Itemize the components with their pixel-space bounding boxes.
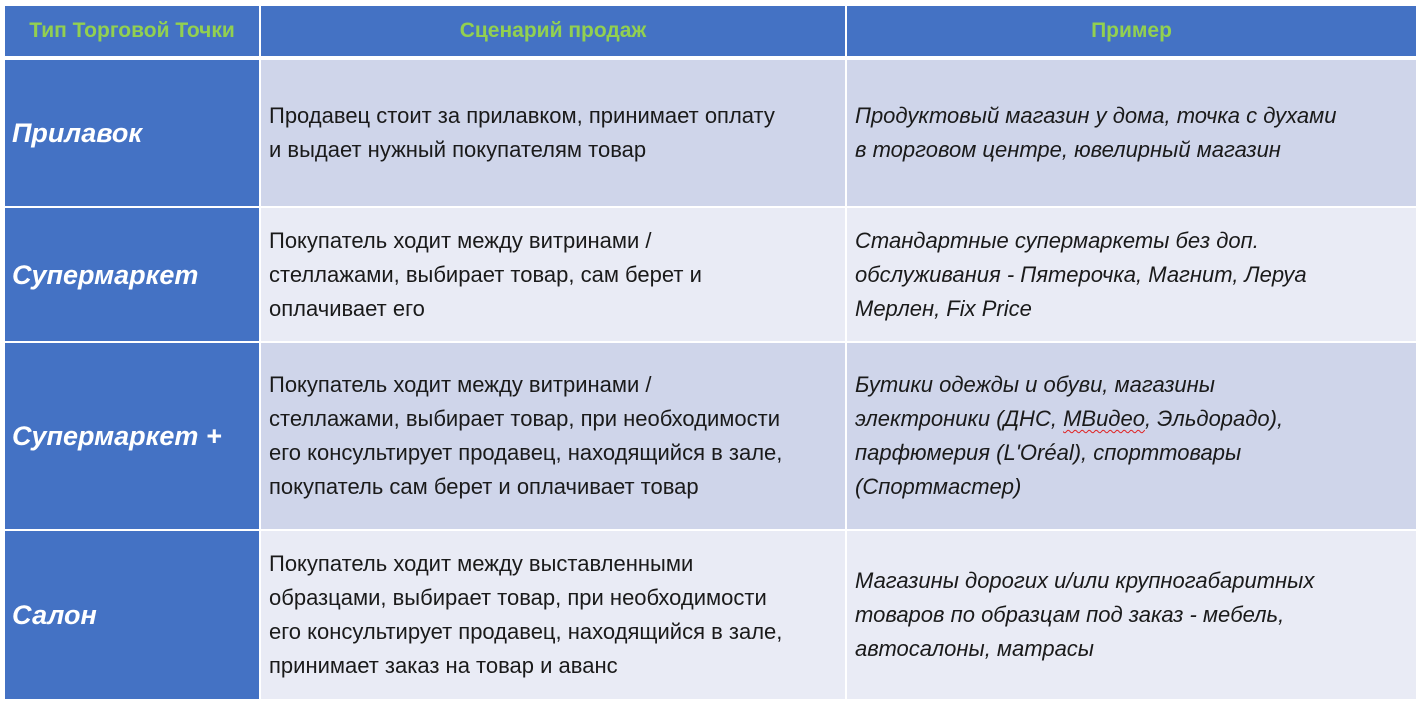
example-line: обслуживания - Пятерочка, Магнит, Леруа [855, 261, 1307, 287]
scenario-line: стеллажами, выбирает товар, сам берет и [269, 261, 702, 287]
header-scenario: Сценарий продаж [260, 5, 846, 58]
example-line: товаров по образцам под заказ - мебель, [855, 602, 1285, 627]
store-type-salon: Салон [4, 530, 260, 700]
scenario-line: Продавец стоит за прилавком, принимает оплату [269, 103, 775, 128]
scenario-line: Покупатель ходит между витринами / [269, 227, 652, 253]
table-row [4, 530, 1417, 700]
table-row [4, 58, 1417, 207]
scenario-line: покупатель сам берет и оплачивает товар [269, 474, 699, 499]
scenario-line: оплачивает его [269, 295, 425, 321]
example-cell [846, 207, 1417, 342]
scenario-line: образцами, выбирает товар, при необходимости [269, 585, 767, 610]
example-line: автосалоны, матрасы [855, 636, 1094, 661]
example-line: Магазины дорогих и/или крупногабаритных [855, 568, 1315, 593]
example-line: Стандартные супермаркеты без доп. [855, 227, 1259, 253]
table-row [4, 342, 1417, 530]
example-text: электроники (ДНС, [855, 406, 1064, 431]
example-line: (Спортмастер) [855, 474, 1022, 499]
scenario-line: Покупатель ходит между выставленными [269, 551, 694, 576]
sales-scenario-cell [260, 207, 846, 342]
scenario-line: его консультирует продавец, находящийся в зале, [269, 619, 783, 644]
example-line: Продуктовый магазин у дома, точка с духами [855, 103, 1337, 128]
header-type: Тип Торговой Точки [4, 5, 260, 58]
sales-scenario-cell [260, 530, 846, 700]
scenario-line: и выдает нужный покупателям товар [269, 137, 647, 162]
example-line: Мерлен, Fix Price [855, 295, 1032, 321]
example-cell [846, 58, 1417, 207]
example-text: , Эльдорадо), [1144, 406, 1284, 431]
scenario-line: Покупатель ходит между витринами / [269, 372, 652, 397]
sales-scenario-cell [260, 342, 846, 530]
example-cell [846, 530, 1417, 700]
table-header [4, 5, 1417, 58]
scenario-line: его консультирует продавец, находящийся в зале, [269, 440, 783, 465]
header-row [4, 5, 1417, 58]
example-line: парфюмерия (L'Oréal), спорттовары [855, 440, 1242, 465]
spellcheck-flagged-word: МВидео [1063, 406, 1145, 431]
table-row [4, 207, 1417, 342]
example-cell [846, 342, 1417, 530]
table-body [4, 58, 1417, 700]
header-example: Пример [846, 5, 1417, 58]
store-type-supermarket: Супермаркет [4, 207, 260, 342]
scenario-line: принимает заказ на товар и аванс [269, 653, 618, 678]
store-type-counter: Прилавок [4, 58, 260, 207]
sales-scenario-cell [260, 58, 846, 207]
example-line: в торговом центре, ювелирный магазин [855, 137, 1281, 162]
example-line [855, 402, 1408, 436]
retail-types-table [3, 4, 1418, 701]
example-line: Бутики одежды и обуви, магазины [855, 372, 1215, 397]
store-type-supermarket-plus: Супермаркет + [4, 342, 260, 530]
scenario-line: стеллажами, выбирает товар, при необходимости [269, 406, 780, 431]
